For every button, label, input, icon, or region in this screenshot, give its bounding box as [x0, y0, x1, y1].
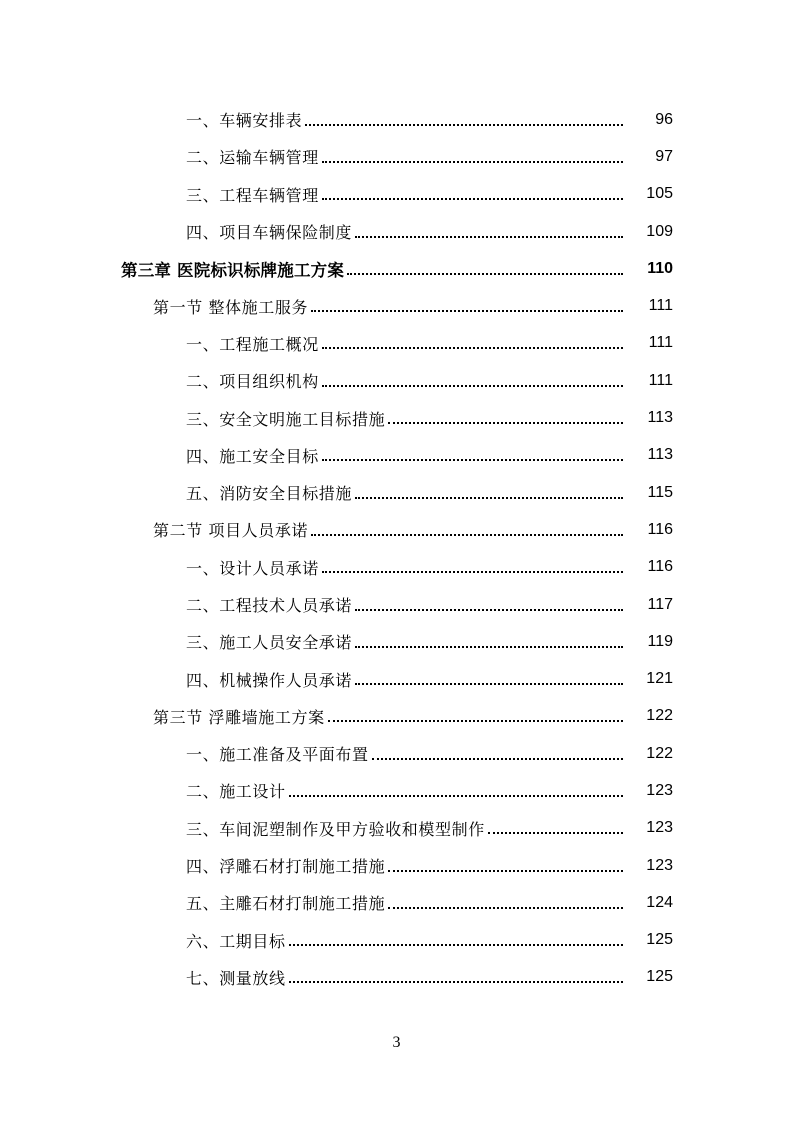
toc-entry-page: 123: [646, 856, 673, 874]
toc-dot-leader: [355, 646, 623, 648]
toc-entry-label: 四、施工安全目标: [186, 446, 319, 466]
toc-dot-leader: [305, 124, 623, 126]
toc-dot-leader: [388, 907, 623, 909]
toc-section-entry[interactable]: [0, 698, 793, 735]
toc-dot-leader: [347, 273, 623, 275]
toc-subsection-entry[interactable]: [0, 362, 793, 399]
toc-subsection-entry[interactable]: [0, 101, 793, 138]
toc-subsection-entry[interactable]: [0, 884, 793, 921]
toc-dot-leader: [322, 198, 623, 200]
toc-dot-leader: [388, 870, 623, 872]
toc-dot-leader: [311, 310, 623, 312]
toc-entry-label: 一、施工准备及平面布置: [186, 745, 369, 765]
toc-entry-page: 123: [646, 781, 673, 799]
toc-entry-label: 第三章 医院标识标牌施工方案: [121, 260, 345, 280]
toc-subsection-entry[interactable]: [0, 213, 793, 250]
toc-entry-label: 三、工程车辆管理: [186, 185, 319, 205]
toc-subsection-entry[interactable]: [0, 922, 793, 959]
toc-subsection-entry[interactable]: [0, 735, 793, 772]
toc-entry-page: 116: [647, 520, 673, 538]
toc-dot-leader: [289, 795, 623, 797]
toc-dot-leader: [322, 347, 623, 349]
toc-entry-page: 115: [647, 483, 673, 501]
table-of-contents: [0, 101, 793, 996]
page-number: 3: [392, 1034, 401, 1051]
toc-entry-label: 第一节 整体施工服务: [153, 297, 309, 317]
toc-dot-leader: [355, 609, 623, 611]
toc-subsection-entry[interactable]: [0, 325, 793, 362]
toc-entry-page: 117: [647, 595, 673, 613]
toc-dot-leader: [322, 161, 623, 163]
toc-entry-label: 三、车间泥塑制作及甲方验收和模型制作: [186, 819, 485, 839]
toc-entry-label: 四、机械操作人员承诺: [186, 670, 353, 690]
toc-dot-leader: [355, 683, 623, 685]
toc-subsection-entry[interactable]: [0, 623, 793, 660]
toc-dot-leader: [388, 422, 623, 424]
toc-entry-page: 97: [655, 147, 673, 165]
toc-dot-leader: [355, 236, 623, 238]
toc-dot-leader: [322, 459, 623, 461]
toc-entry-label: 第二节 项目人员承诺: [153, 521, 309, 541]
toc-entry-label: 一、设计人员承诺: [186, 558, 319, 578]
toc-subsection-entry[interactable]: [0, 176, 793, 213]
toc-entry-page: 109: [646, 222, 673, 240]
toc-subsection-entry[interactable]: [0, 772, 793, 809]
toc-dot-leader: [322, 385, 623, 387]
toc-entry-label: 二、施工设计: [186, 782, 286, 802]
toc-entry-label: 二、项目组织机构: [186, 372, 319, 392]
toc-entry-label: 二、工程技术人员承诺: [186, 596, 353, 615]
toc-entry-page: 125: [646, 968, 673, 986]
toc-subsection-entry[interactable]: [0, 474, 793, 511]
toc-entry-label: 四、项目车辆保险制度: [186, 223, 353, 243]
toc-subsection-entry[interactable]: [0, 549, 793, 586]
toc-entry-label: 六、工期目标: [186, 931, 286, 951]
toc-dot-leader: [289, 981, 623, 983]
toc-section-entry[interactable]: [0, 511, 793, 548]
toc-entry-label: 一、工程施工概况: [186, 334, 319, 354]
toc-entry-page: 125: [646, 931, 673, 949]
toc-entry-label: 三、施工人员安全承诺: [186, 633, 353, 653]
toc-dot-leader: [488, 832, 623, 834]
toc-entry-page: 123: [646, 819, 673, 837]
toc-entry-page: 113: [647, 409, 673, 427]
toc-dot-leader: [372, 758, 623, 760]
toc-entry-label: 第三节 浮雕墙施工方案: [153, 707, 325, 727]
toc-entry-label: 三、安全文明施工目标措施: [186, 409, 386, 429]
toc-chapter-entry[interactable]: [0, 250, 793, 287]
toc-dot-leader: [355, 497, 623, 499]
toc-subsection-entry[interactable]: [0, 810, 793, 847]
toc-entry-page: 111: [648, 334, 673, 352]
toc-entry-label: 七、测量放线: [186, 968, 286, 988]
toc-entry-page: 119: [647, 632, 673, 650]
toc-entry-page: 111: [648, 371, 673, 389]
toc-entry-page: 124: [646, 893, 673, 911]
toc-entry-page: 113: [647, 446, 673, 464]
toc-subsection-entry[interactable]: [0, 138, 793, 175]
toc-entry-label: 五、主雕石材打制施工措施: [186, 894, 386, 914]
toc-dot-leader: [328, 720, 623, 722]
toc-entry-label: 一、车辆安排表: [186, 111, 303, 131]
toc-dot-leader: [311, 534, 623, 536]
toc-subsection-entry[interactable]: [0, 437, 793, 474]
toc-section-entry[interactable]: [0, 287, 793, 324]
toc-entry-label: 二、运输车辆管理: [186, 148, 319, 168]
toc-dot-leader: [289, 944, 623, 946]
toc-dot-leader: [322, 571, 623, 573]
toc-entry-page: 121: [646, 670, 673, 688]
toc-subsection-entry[interactable]: [0, 399, 793, 436]
toc-entry-page: 96: [655, 110, 673, 128]
toc-entry-page: 111: [648, 297, 673, 315]
toc-entry-page: 122: [646, 707, 673, 725]
toc-entry-page: 105: [646, 185, 673, 203]
toc-entry-label: 五、消防安全目标措施: [186, 484, 353, 504]
toc-entry-page: 116: [647, 558, 673, 576]
toc-entry-page: 122: [646, 744, 673, 762]
toc-subsection-entry[interactable]: [0, 586, 793, 623]
toc-subsection-entry[interactable]: [0, 959, 793, 996]
toc-subsection-entry[interactable]: [0, 660, 793, 697]
toc-entry-page: 110: [647, 259, 673, 277]
toc-entry-label: 四、浮雕石材打制施工措施: [186, 857, 386, 877]
toc-subsection-entry[interactable]: [0, 847, 793, 884]
